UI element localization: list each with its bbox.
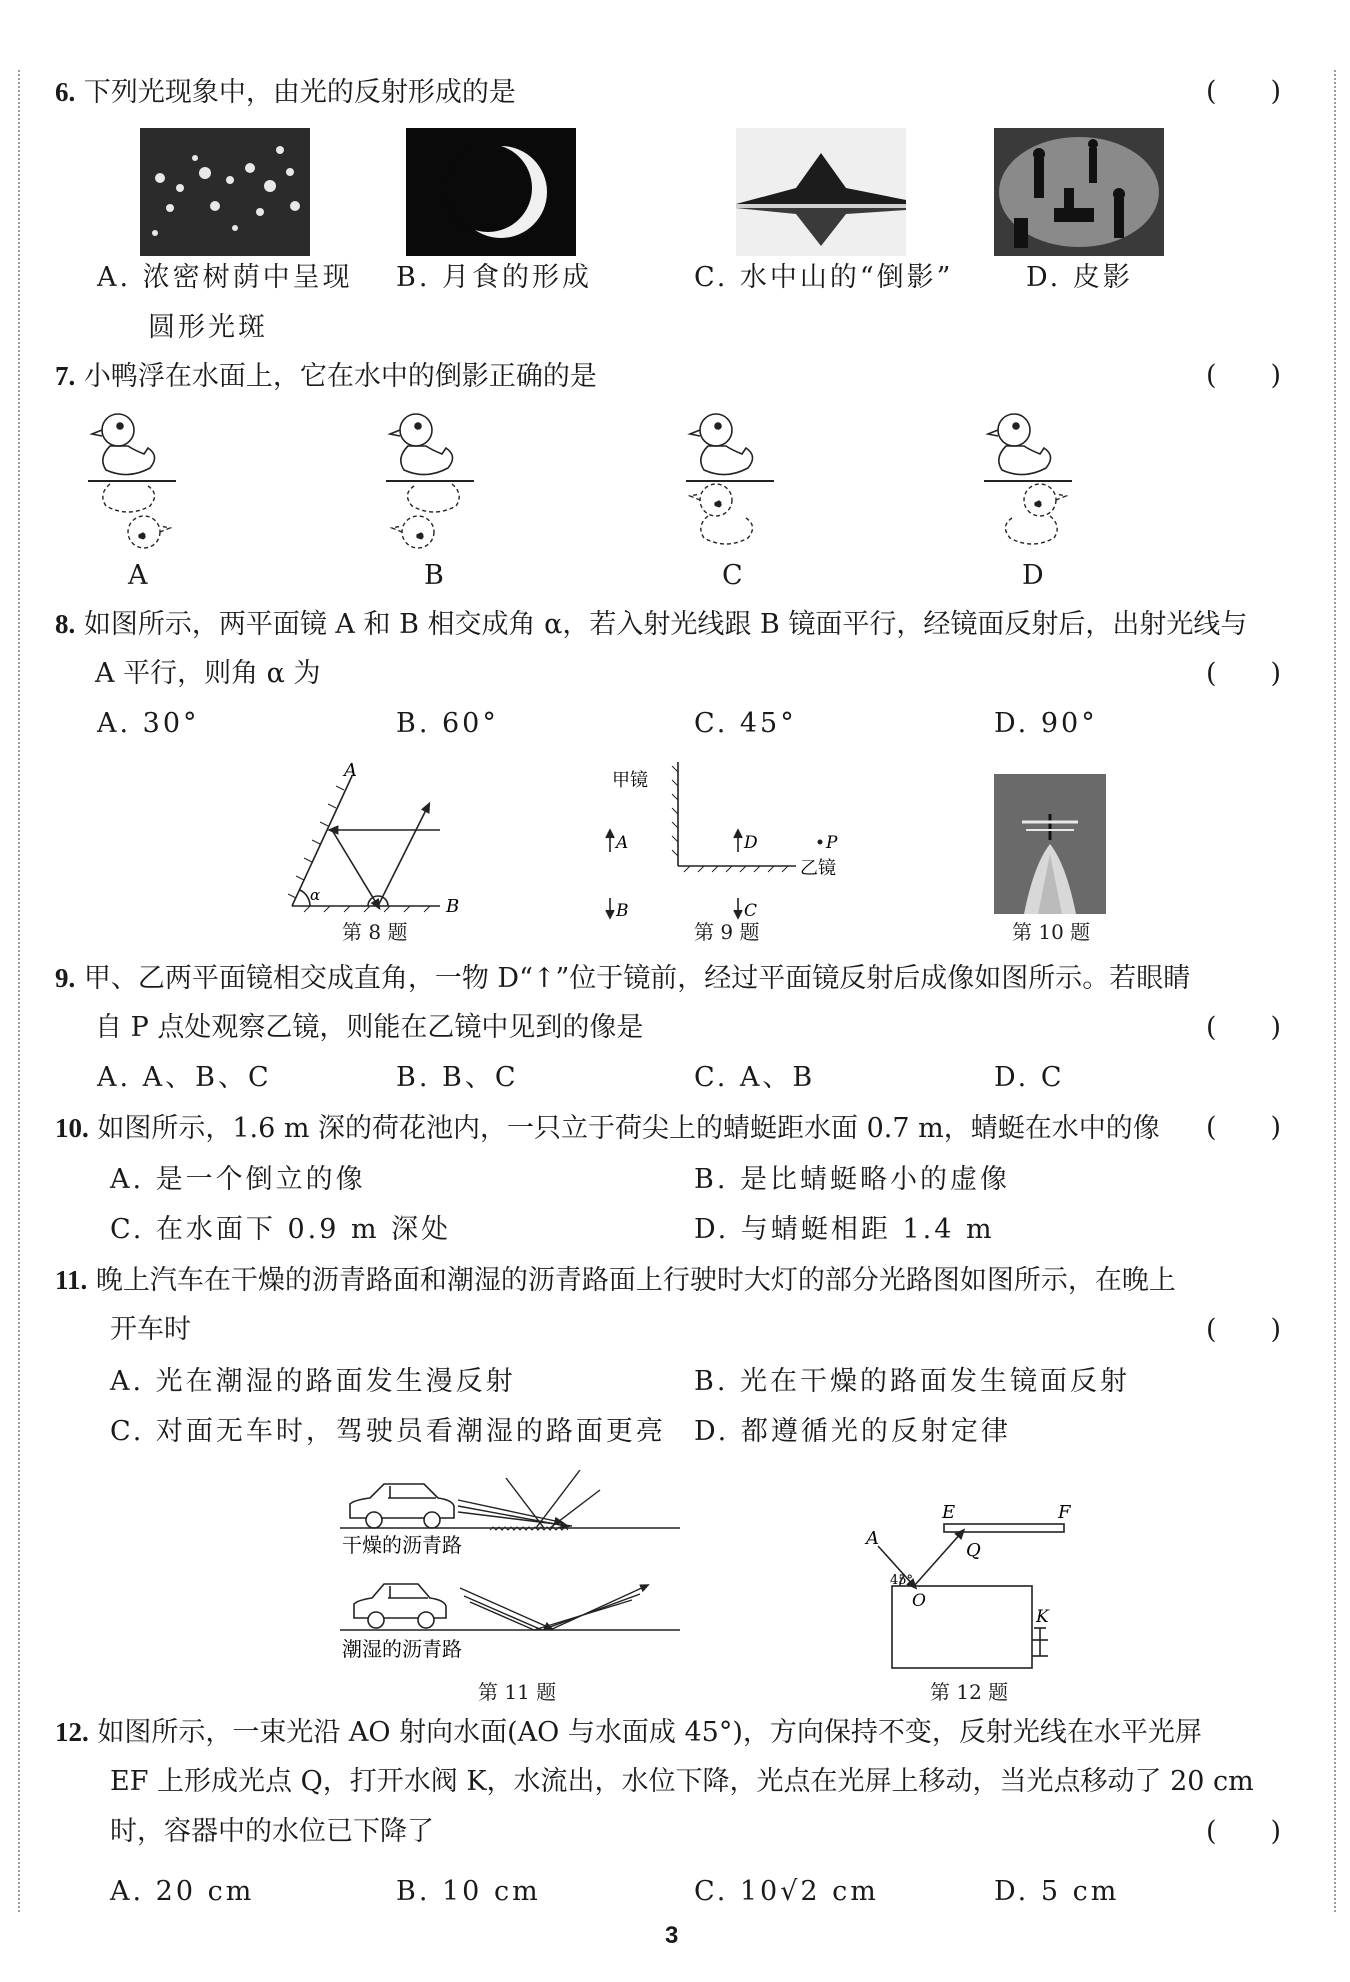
q11-option-a: A. 光在潮湿的路面发生漫反射 [110, 1366, 516, 1397]
q6-option-c: C. 水中山的“倒影” [694, 262, 954, 293]
q6-text: 下列光现象中，由光的反射形成的是 [83, 77, 516, 108]
q10-stem [55, 1108, 1160, 1149]
fig9-caption: 第 9 题 [694, 920, 760, 944]
q6-option-b: B. 月食的形成 [396, 262, 593, 293]
fig12-label-e: E [942, 1502, 956, 1523]
figure-8-mirrors [280, 762, 480, 922]
q12-text: 如图所示，一束光沿 AO 射向水面(AO 与水面成 45°)，方向保持不变，反射光线在水平光屏 [97, 1717, 1202, 1748]
q11-text-cont: 开车时 [110, 1314, 191, 1345]
q8-answer-paren: ( ) [1206, 658, 1282, 689]
duck-option-b [386, 408, 486, 558]
q9-option-a: A. A、B、C [97, 1062, 272, 1093]
duck-label-a: A [128, 560, 148, 591]
q10-option-d: D. 与蜻蜓相距 1.4 m [694, 1214, 995, 1245]
mountain-reflection-photo [736, 128, 906, 256]
q12-answer-paren: ( ) [1206, 1816, 1282, 1847]
fig10-caption: 第 10 题 [1012, 920, 1091, 944]
q11-number: 11. [55, 1265, 88, 1295]
figure-11-road-reflection [340, 1470, 690, 1680]
figure-9-mirrors [600, 756, 860, 922]
q11-answer-paren: ( ) [1206, 1314, 1282, 1345]
q7-number: 7. [55, 361, 76, 391]
fig9-mirror-jia: 甲镜 [612, 770, 648, 791]
q10-option-a: A. 是一个倒立的像 [110, 1164, 366, 1195]
page-number: 3 [665, 1922, 679, 1949]
q12-option-d: D. 5 cm [994, 1876, 1120, 1907]
q8-stem [55, 604, 1247, 645]
duck-option-c [686, 408, 786, 558]
duck-option-a [88, 408, 188, 558]
duck-label-b: B [424, 560, 444, 591]
q8-option-b: B. 60° [396, 708, 499, 739]
q12-text-cont2: 时，容器中的水位已下降了 [110, 1816, 434, 1847]
q7-stem [55, 356, 597, 397]
duck-option-d [984, 408, 1084, 558]
duck-label-c: C [722, 560, 743, 591]
fig12-angle-label: 45° [890, 1573, 914, 1588]
fig9-label-d: D [744, 833, 758, 853]
q9-option-b: B. B、C [396, 1062, 519, 1093]
q12-option-a: A. 20 cm [110, 1876, 255, 1907]
fig8-label-a: A [344, 762, 357, 781]
q11-option-c: C. 对面无车时，驾驶员看潮湿的路面更亮 [110, 1416, 666, 1447]
q12-number: 12. [55, 1717, 89, 1747]
fig12-label-f: F [1058, 1502, 1071, 1523]
q12-option-b: B. 10 cm [396, 1876, 541, 1907]
q12-stem [55, 1712, 1202, 1753]
q8-text-cont: A 平行，则角 α 为 [95, 658, 321, 689]
fig9-label-a: A [616, 833, 629, 853]
fig8-label-alpha: α [310, 886, 321, 904]
right-margin-line [1334, 70, 1336, 1912]
q6-option-a: A. 浓密树荫中呈现 [97, 262, 353, 293]
fig9-label-b: B [616, 901, 629, 921]
fig9-mirror-yi: 乙镜 [800, 858, 836, 879]
fig11-dry-label: 干燥的沥青路 [342, 1533, 462, 1557]
q6-answer-paren: ( ) [1206, 76, 1282, 107]
fig12-label-q: Q [966, 1540, 981, 1561]
fig8-label-b: B [446, 896, 460, 917]
q7-text: 小鸭浮在水面上，它在水中的倒影正确的是 [83, 361, 597, 392]
q6-number: 6. [55, 77, 76, 107]
q9-text: 甲、乙两平面镜相交成直角，一物 D“↑”位于镜前，经过平面镜反射后成像如图所示。若眼睛 [83, 963, 1191, 994]
fig12-label-o: O [912, 1591, 926, 1611]
lunar-eclipse-photo [406, 128, 576, 256]
q10-text: 如图所示，1.6 m 深的荷花池内，一只立于荷尖上的蜻蜓距水面 0.7 m，蜻蜓在水中的像 [97, 1113, 1160, 1144]
q11-text: 晚上汽车在干燥的沥青路面和潮湿的沥青路面上行驶时大灯的部分光路图如图所示，在晚上 [95, 1265, 1176, 1296]
fig12-caption: 第 12 题 [930, 1680, 1009, 1704]
dry-road-car-icon [350, 1484, 454, 1528]
fig12-label-a: A [866, 1528, 879, 1549]
left-margin-line [18, 70, 20, 1912]
fig8-caption: 第 8 题 [342, 920, 408, 944]
figure-12-water-container [862, 1496, 1082, 1678]
q9-option-c: C. A、B [694, 1062, 816, 1093]
q9-option-d: D. C [994, 1062, 1065, 1093]
wet-road-car-icon [354, 1584, 446, 1628]
dragonfly-lotus-photo [994, 774, 1106, 914]
tree-shade-photo [140, 128, 310, 256]
q6-stem [55, 72, 516, 113]
duck-label-d: D [1022, 560, 1044, 591]
q6-option-a-cont: 圆形光斑 [148, 312, 268, 343]
fig11-wet-label: 潮湿的沥青路 [342, 1637, 462, 1661]
q9-stem [55, 958, 1190, 999]
q10-option-c: C. 在水面下 0.9 m 深处 [110, 1214, 452, 1245]
q7-answer-paren: ( ) [1206, 360, 1282, 391]
q11-option-b: B. 光在干燥的路面发生镜面反射 [694, 1366, 1131, 1397]
fig9-label-p: P [826, 833, 838, 853]
q8-text: 如图所示，两平面镜 A 和 B 相交成角 α，若入射光线跟 B 镜面平行，经镜面反射后，出射光线与 [83, 609, 1248, 640]
q10-number: 10. [55, 1113, 89, 1143]
q8-option-a: A. 30° [97, 708, 200, 739]
q8-option-c: C. 45° [694, 708, 797, 739]
q8-number: 8. [55, 609, 76, 639]
fig9-label-c: C [744, 901, 758, 921]
q9-text-cont: 自 P 点处观察乙镜，则能在乙镜中见到的像是 [95, 1012, 644, 1043]
q9-answer-paren: ( ) [1206, 1012, 1282, 1043]
fig12-label-k: K [1036, 1607, 1049, 1627]
q10-option-b: B. 是比蜻蜓略小的虚像 [694, 1164, 1011, 1195]
shadow-puppet-photo [994, 128, 1164, 256]
fig11-caption: 第 11 题 [478, 1680, 557, 1704]
q10-answer-paren: ( ) [1206, 1112, 1282, 1143]
q6-option-d: D. 皮影 [1026, 262, 1133, 293]
q12-text-cont: EF 上形成光点 Q，打开水阀 K，水流出，水位下降，光点在光屏上移动，当光点移动了 20 cm [110, 1766, 1254, 1797]
q11-option-d: D. 都遵循光的反射定律 [694, 1416, 1011, 1447]
q8-option-d: D. 90° [994, 708, 1098, 739]
q12-option-c: C. 10√2 cm [694, 1876, 879, 1907]
q11-stem [55, 1260, 1176, 1301]
q9-number: 9. [55, 963, 76, 993]
